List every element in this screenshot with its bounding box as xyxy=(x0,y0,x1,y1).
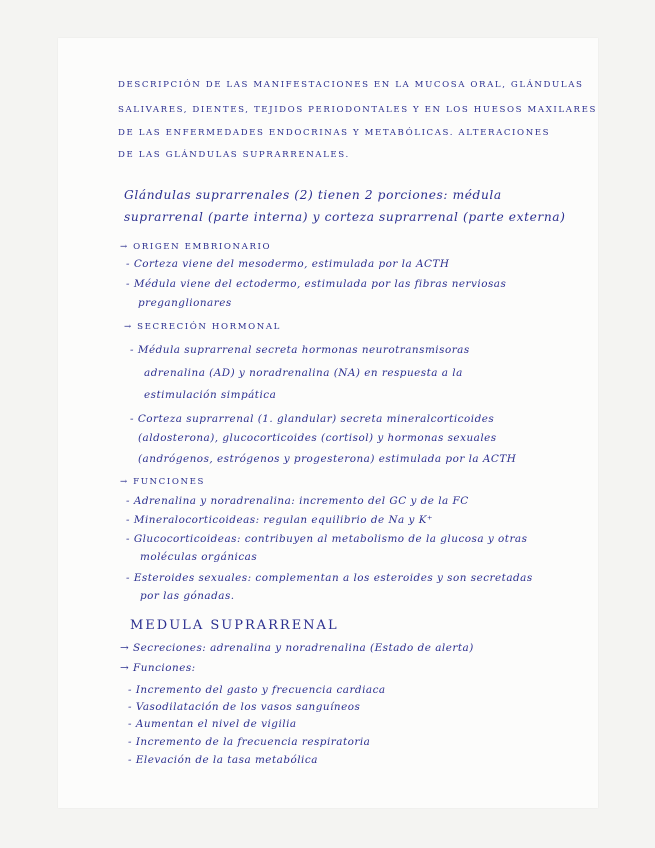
origen-item-2: - Médula viene del ectodermo, estimulada por las fibras nerviosas xyxy=(126,278,507,290)
secrecion-item-2: - Corteza suprarrenal (1. glandular) secreta mineralcorticoides xyxy=(130,413,495,425)
medula-line-3: - Incremento del gasto y frecuencia cardiaca xyxy=(128,684,386,696)
origen-item-1: - Corteza viene del mesodermo, estimulada por la ACTH xyxy=(126,258,450,270)
secrecion-item-1-cont-2: estimulación simpática xyxy=(144,389,277,401)
medula-line-5: - Aumentan el nivel de vigilia xyxy=(128,718,297,730)
section-heading-funciones: → FUNCIONES xyxy=(120,477,205,487)
secrecion-item-1: - Médula suprarrenal secreta hormonas neurotransmisoras xyxy=(130,344,470,356)
funciones-item-4-cont: por las gónadas. xyxy=(140,590,235,602)
medula-line-4: - Vasodilatación de los vasos sanguíneos xyxy=(128,701,361,713)
funciones-item-3-cont: moléculas orgánicas xyxy=(140,551,258,563)
title-line-2: SALIVARES, DIENTES, TEJIDOS PERIODONTALES Y EN LOS HUESOS MAXILARES xyxy=(118,105,597,115)
funciones-item-2: - Mineralocorticoideas: regulan equilibrio de Na y K⁺ xyxy=(126,514,433,526)
medula-line-2: → Funciones: xyxy=(120,662,196,674)
section-heading-medula: MEDULA SUPRARRENAL xyxy=(130,618,339,633)
funciones-item-4: - Esteroides sexuales: complementan a los esteroides y son secretadas xyxy=(126,572,533,584)
intro-line-1: Glándulas suprarrenales (2) tienen 2 porciones: médula xyxy=(124,188,502,202)
title-line-3: DE LAS ENFERMEDADES ENDOCRINAS Y METABÓLICAS. ALTERACIONES xyxy=(118,128,551,138)
origen-item-2-cont: preganglionares xyxy=(138,297,232,309)
secrecion-item-2-cont-1: (aldosterona), glucocorticoides (cortisol) y hormonas sexuales xyxy=(138,432,497,444)
intro-line-2: suprarrenal (parte interna) y corteza suprarrenal (parte externa) xyxy=(124,210,566,224)
funciones-item-1: - Adrenalina y noradrenalina: incremento del GC y de la FC xyxy=(126,495,469,507)
medula-line-1: → Secreciones: adrenalina y noradrenalina (Estado de alerta) xyxy=(120,642,474,654)
funciones-item-3: - Glucocorticoideas: contribuyen al metabolismo de la glucosa y otras xyxy=(126,533,528,545)
medula-line-6: - Incremento de la frecuencia respiratoria xyxy=(128,736,371,748)
secrecion-item-2-cont-2: (andrógenos, estrógenos y progesterona) estimulada por la ACTH xyxy=(138,453,517,465)
secrecion-item-1-cont-1: adrenalina (AD) y noradrenalina (NA) en respuesta a la xyxy=(144,367,463,379)
title-line-4: DE LAS GLÁNDULAS SUPRARRENALES. xyxy=(118,150,350,160)
section-heading-secrecion: → SECRECIÓN HORMONAL xyxy=(124,322,281,332)
section-heading-origen: → ORIGEN EMBRIONARIO xyxy=(120,242,272,252)
title-line-1: DESCRIPCIÓN DE LAS MANIFESTACIONES EN LA MUCOSA ORAL, GLÁNDULAS xyxy=(118,80,584,90)
medula-line-7: - Elevación de la tasa metabólica xyxy=(128,754,318,766)
